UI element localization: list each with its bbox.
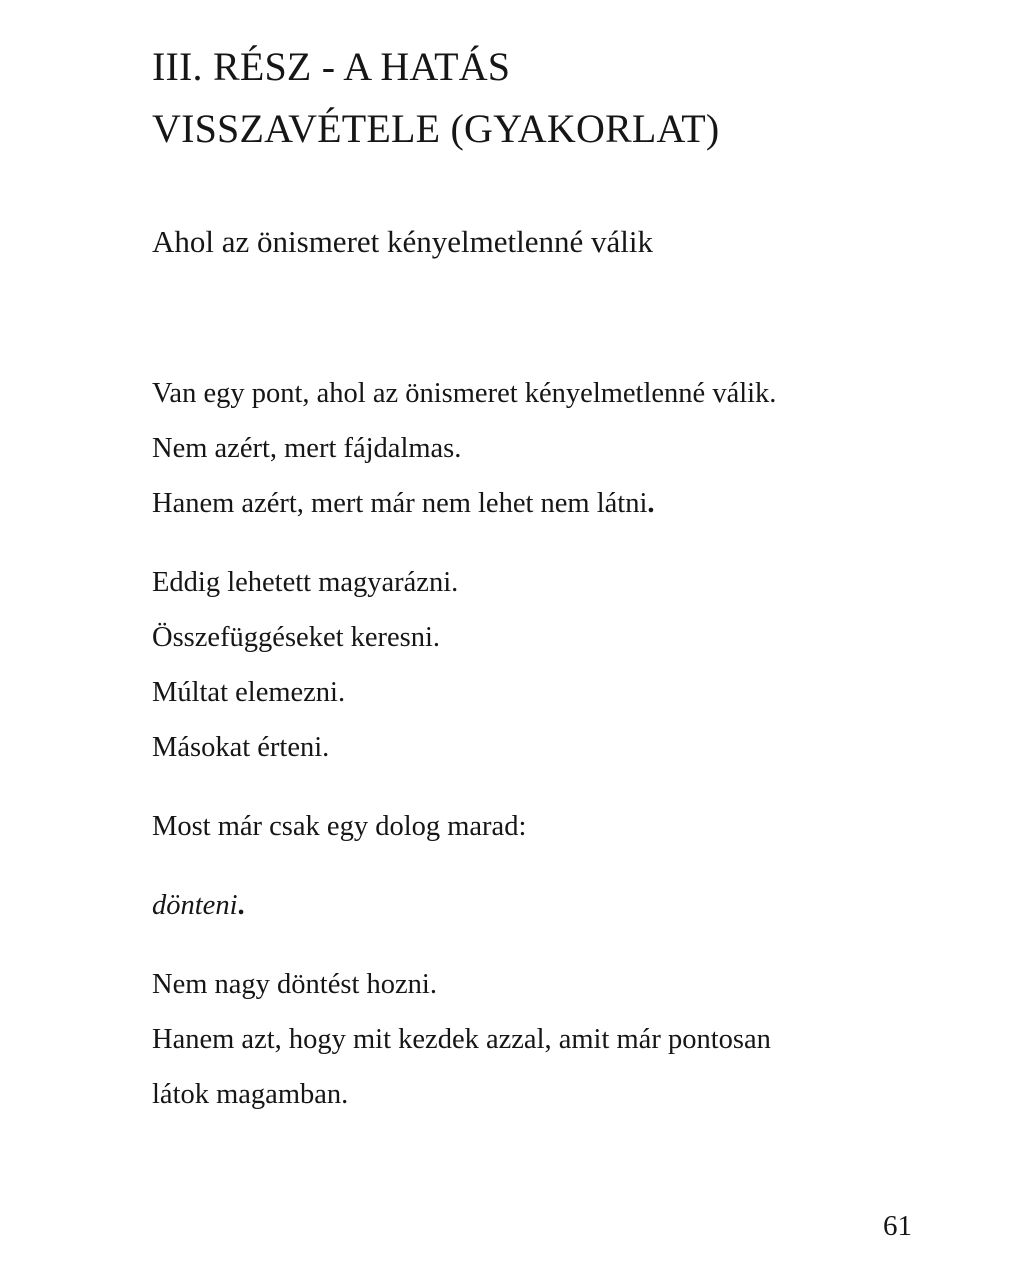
paragraph-1-line-3-text: Hanem azért, mert már nem lehet nem látni: [152, 488, 648, 519]
paragraph-2: [152, 555, 914, 775]
chapter-title-line-2: VISSZAVÉTELE (GYAKORLAT): [152, 106, 720, 151]
paragraph-1-line-3-period: .: [647, 488, 655, 519]
paragraph-2-line-2: Összefüggéseket keresni.: [152, 622, 441, 653]
paragraph-3-line-1: Most már csak egy dolog marad:: [152, 811, 527, 842]
paragraph-1-line-3: [152, 476, 914, 531]
paragraph-5: [152, 957, 914, 1122]
paragraph-5-line-2: Hanem azt, hogy mit kezdek azzal, amit már pontosan: [152, 1024, 771, 1055]
paragraph-1-line-1: Van egy pont, ahol az önismeret kényelmetlenné válik.: [152, 378, 777, 409]
chapter-title-line-1: III. RÉSZ - A HATÁS: [152, 44, 511, 89]
emphasis-period: .: [237, 890, 245, 921]
paragraph-1-line-2: Nem azért, mert fájdalmas.: [152, 433, 462, 464]
paragraph-1: [152, 366, 914, 531]
page-number: 61: [883, 1210, 912, 1242]
paragraph-4-emphasis: [152, 878, 914, 933]
paragraph-2-line-3: Múltat elemezni.: [152, 677, 346, 708]
paragraph-5-line-3: látok magamban.: [152, 1079, 349, 1110]
paragraph-3: [152, 799, 914, 854]
section-subtitle: Ahol az önismeret kényelmetlenné válik: [152, 224, 653, 259]
chapter-title: [152, 36, 914, 160]
paragraph-2-line-4: Másokat érteni.: [152, 732, 330, 763]
paragraph-5-line-1: Nem nagy döntést hozni.: [152, 969, 437, 1000]
emphasis-line: [152, 878, 914, 933]
emphasis-word: dönteni: [152, 890, 238, 921]
paragraph-2-line-1: Eddig lehetett magyarázni.: [152, 567, 459, 598]
